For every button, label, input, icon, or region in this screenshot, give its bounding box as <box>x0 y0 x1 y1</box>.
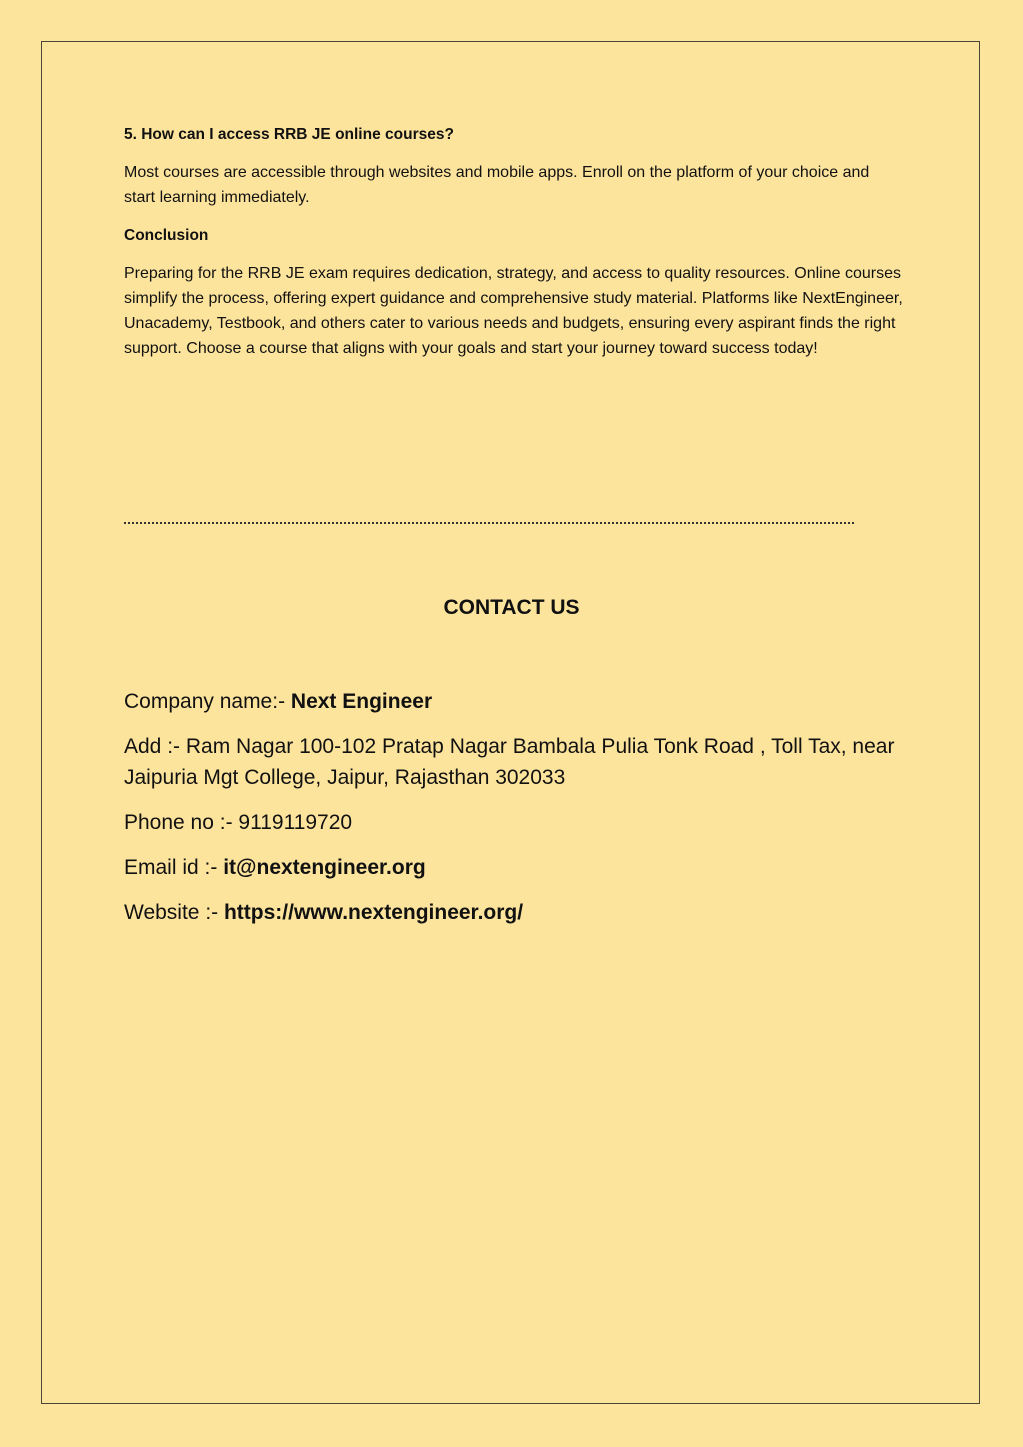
phone-label: Phone no :- <box>124 811 239 834</box>
conclusion-heading: Conclusion <box>124 227 209 244</box>
phone-value: 9119119720 <box>238 811 353 834</box>
website-link[interactable]: https://www.nextengineer.org/ <box>223 901 524 924</box>
phone-line <box>124 807 904 838</box>
email-label: Email id :- <box>124 856 224 879</box>
address-line <box>124 731 904 793</box>
company-label: Company name:- <box>124 690 291 713</box>
website-label: Website :- <box>124 901 224 924</box>
contact-heading: CONTACT US <box>443 596 580 619</box>
conclusion-body: Preparing for the RRB JE exam requires dedication, strategy, and access to quality resources. Online courses simplify the process, offering expert guidance and comprehensive study material. Platforms like NextEngineer, Unacademy, Testbook, and others cater to various needs and budgets, ensuring every aspirant finds the right support. Choose a course that aligns with your goals and start your journey toward success today! <box>124 265 903 357</box>
faq-answer: Most courses are accessible through websites and mobile apps. Enroll on the platform of your choice and start learning immediately. <box>124 164 870 206</box>
company-line <box>124 686 904 717</box>
website-line <box>124 897 904 928</box>
email-link[interactable]: it@nextengineer.org <box>223 856 426 879</box>
document-body <box>124 124 904 361</box>
company-name: Next Engineer <box>290 690 433 713</box>
faq-question: 5. How can I access RRB JE online courses? <box>124 126 454 143</box>
dotted-separator <box>124 522 854 524</box>
contact-details <box>124 686 904 942</box>
address-value: Ram Nagar 100-102 Pratap Nagar Bambala Pulia Tonk Road , Toll Tax, near Jaipuria Mgt College, Jaipur, Rajasthan 302033 <box>124 735 895 789</box>
email-line <box>124 852 904 883</box>
address-label: Add :- <box>124 735 186 758</box>
